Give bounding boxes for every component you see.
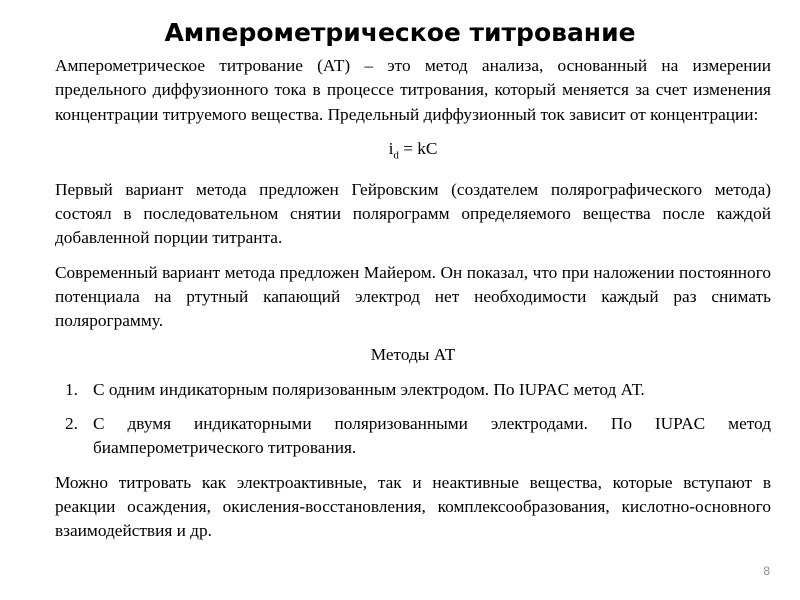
- slide-title: Амперометрическое титрование: [164, 18, 636, 47]
- methods-heading: Методы АТ: [370, 345, 456, 365]
- formula-lhs: i: [388, 138, 394, 158]
- methods-list: [55, 378, 771, 461]
- list-item-number: 1.: [65, 379, 78, 399]
- formula-subscript: d: [393, 149, 399, 162]
- list-item-number: 2.: [65, 414, 78, 434]
- page-number: 8: [763, 564, 770, 578]
- list-item-text: С одним индикаторным поляризованным электродом. По IUPAC метод АТ.: [93, 379, 645, 399]
- list-item-text: С двумя индикаторными поляризованными электродами. По IUPAC метод биамперометрического титрования.: [93, 414, 771, 458]
- formula: [55, 137, 771, 168]
- conclusion-paragraph: Можно титровать как электроактивные, так и неактивные вещества, которые вступают в реакции осаждения, окисления-восстановления, комплексообразования, кислотно-основного взаимодействия и др.: [55, 472, 771, 541]
- formula-rhs: = kC: [398, 138, 438, 158]
- heyrovsky-paragraph: Первый вариант метода предложен Гейровским (создателем полярографического метода) состоял в последовательном снятии полярограмм определяемого вещества после каждой добавленной порции титранта.: [55, 179, 771, 248]
- slide-content: [55, 54, 771, 554]
- mayer-paragraph: Современный вариант метода предложен Майером. Он показал, что при наложении постоянного потенциала на ртутный капающий электрод нет необходимости каждый раз снимать полярограмму.: [55, 262, 771, 331]
- intro-paragraph: Амперометрическое титрование (АТ) – это метод анализа, основанный на измерении предельного диффузионного тока в процессе титрования, который меняется за счет изменения концентрации титруемого вещества. Предельный диффузионный ток зависит от концентрации:: [55, 56, 771, 124]
- list-item: [55, 412, 771, 461]
- list-item: [55, 378, 771, 402]
